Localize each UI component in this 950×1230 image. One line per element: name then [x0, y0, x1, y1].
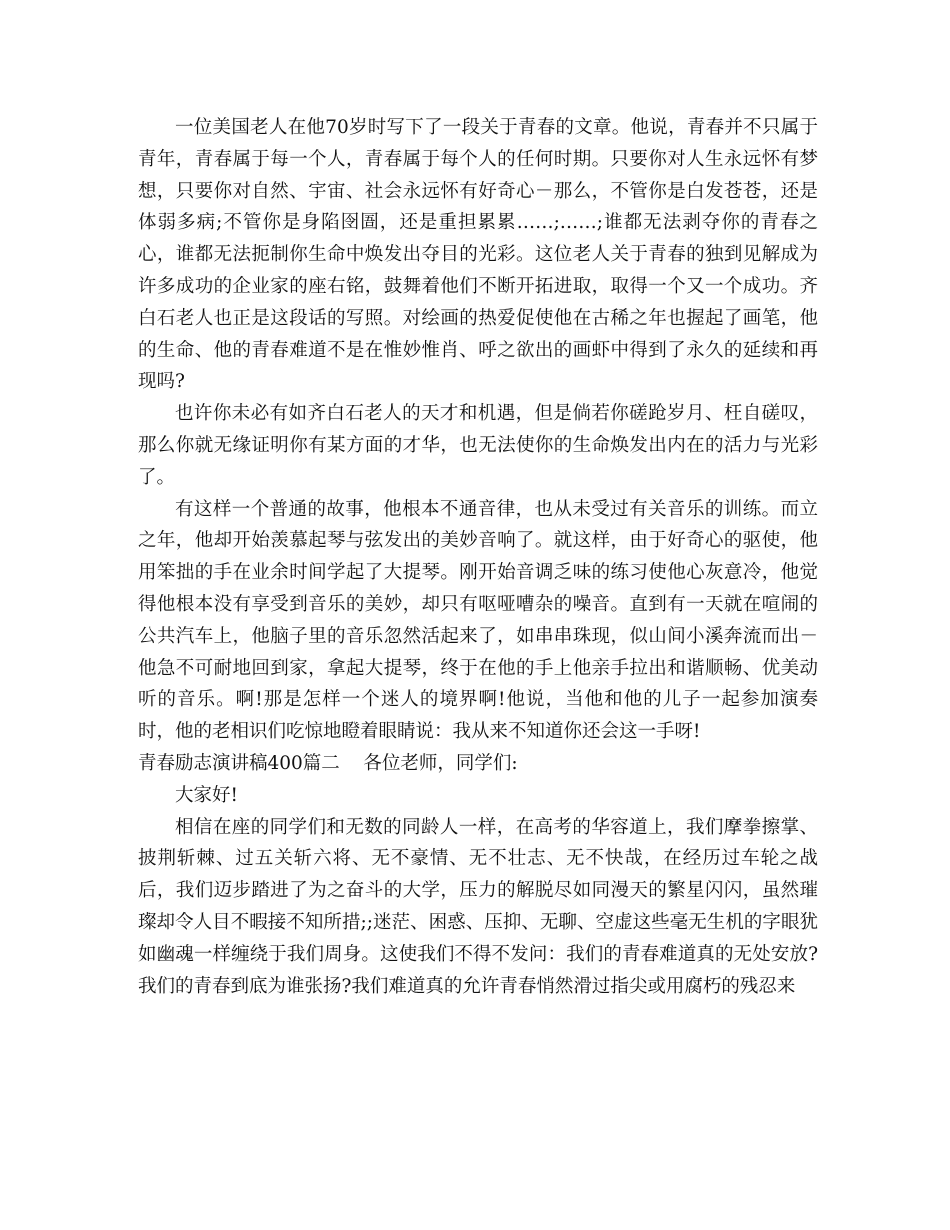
- paragraph-4: 相信在座的同学们和无数的同龄人一样，在高考的华容道上，我们摩拳擦掌、披荆斩棘、过五关斩六将、无不豪情、无不壮志、无不快哉，在经历过车轮之战后，我们迈步踏进了为之奋斗的大学，压力的解脱尽如同漫天的繁星闪闪，虽然璀璨却令人目不暇接不知所措;;迷茫、困惑、压抑、无聊、空虚这些毫无生机的字眼犹如幽魂一样缠绕于我们周身。这使我们不得不发问：我们的青春难道真的无处安放?我们的青春到底为谁张扬?我们难道真的允许青春悄然滑过指尖或用腐朽的残忍来: [138, 816, 818, 997]
- paragraph-greeting: 大家好!: [175, 784, 238, 806]
- paragraph-1: 一位美国老人在他70岁时写下了一段关于青春的文章。他说，青春并不只属于青年，青春属于每一个人，青春属于每个人的任何时期。只要你对人生永远怀有梦想，只要你对自然、宇宙、社会永远怀有好奇心－那么，不管你是白发苍苍，还是体弱多病;不管你是身陷囹圄，还是重担累累……;……;谁都无法剥夺你的青春之心，谁都无法扼制你生命中焕发出夺目的光彩。这位老人关于青春的独到见解成为许多成功的企业家的座右铭，鼓舞着他们不断开拓进取，取得一个又一个成功。齐白石老人也正是这段话的写照。对绘画的热爱促使他在古稀之年也握起了画笔，他的生命、他的青春难道不是在惟妙惟肖、呼之欲出的画虾中得到了永久的延续和再现吗?: [138, 117, 818, 393]
- document-page: [138, 112, 818, 1002]
- paragraph-2: 也许你未必有如齐白石老人的天才和机遇，但是倘若你磋跄岁月、枉自磋叹，那么你就无缘证明你有某方面的才华，也无法使你的生命焕发出内在的活力与光彩了。: [138, 403, 818, 488]
- paragraph-3: 有这样一个普通的故事，他根本不通音律，也从未受过有关音乐的训练。而立之年，他却开始羡慕起琴与弦发出的美妙音响了。就这样，由于好奇心的驱使，他用笨拙的手在业余时间学起了大提琴。刚开始音调乏味的练习使他心灰意冷，他觉得他根本没有享受到音乐的美妙，却只有呕哑嘈杂的噪音。直到有一天就在喧闹的公共汽车上，他脑子里的音乐忽然活起来了，如串串珠现，似山间小溪奔流而出－他急不可耐地回到家，拿起大提琴，终于在他的手上他亲手拉出和谐顺畅、优美动听的音乐。啊!那是怎样一个迷人的境界啊!他说，当他和他的儿子一起参加演奏时，他的老相识们吃惊地瞪着眼睛说：我从来不知道你还会这一手呀!: [138, 498, 818, 743]
- section-heading-line: 青春励志演讲稿400篇二 各位老师，同学们:: [138, 752, 518, 774]
